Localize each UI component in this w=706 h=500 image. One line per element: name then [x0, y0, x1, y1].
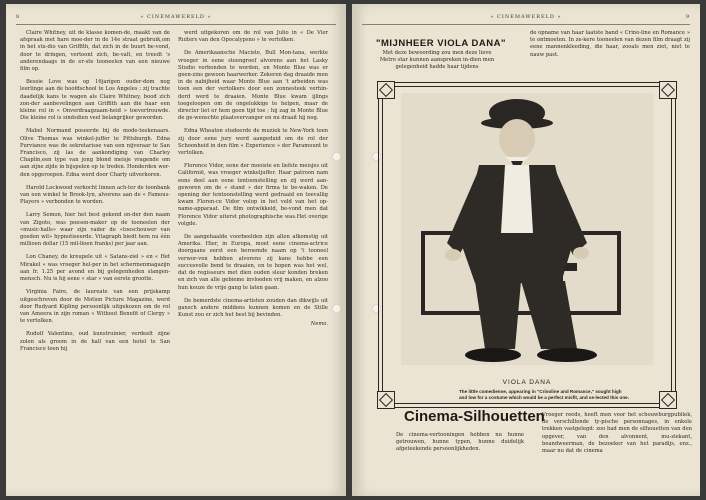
left-column-2 [178, 30, 328, 335]
paragraph: Mabel Normand poseerde bij de mode-teekenaars. Olive Thomas was winkel-juffer te Pittsburgh. Edna Purviance was de sekretarisse van een nijveraar te San Francisco, zij las de aankondiging van Charley Chaplin,een type van jong blond meisje vragende om aan zijne zijde in bijspelen op te treden. Honderden wer-den opgeroepen. Edna werd door Charly uitverkoren. [20, 128, 170, 178]
paragraph: Virginia Faire, de laureate van een prijskamp uitgeschreven door de Motion Picture Magazine, werd door Rudyard Kipling persoonlijk uitgekozen om de rol van Ameera in zijn roman « Without Benefit of Clergy » te vertolken. [20, 289, 170, 325]
paragraph: Edna Wheaton studeerde de muziek te New-York toen zij door eene jury werd aangeduid om de rol der Schoonheid in den film « Experience » der Paramount te vertolken. [178, 128, 328, 157]
photo-caption-name: VIOLA DANA [502, 379, 552, 386]
binder-hole [332, 152, 341, 161]
paragraph: De bemerdste cinema-artisten zouden dan dikwijls uit gansch andere middens kunnen komen en de Stille Kunst zou er zich het best bij bevinden. [178, 297, 328, 319]
paragraph: De Amerikaansche Maciste, Bull Mon-tana, werkte vroeger in eene steengroef alvorens aan het Lasky Studio verbonden te worden, en Monte Blue was er geen-zins gewoon haarwerker. Zekeren dag draaide men in de nabijheid waar Monte Blue aan 't arbeiden was toen een der vertolkers door een zonnesteek verhin-derd werd te draaien. Monte Blue kwam ijlings toegeloopen om de ongelukkige te helpen, maar de directer liet er hem geen tijd toe ; hij zag in Monte Blue de ge-wenschte plaatsvervanger en nu draait hij nog. [178, 50, 328, 122]
left-header-title: « CINEMAWERELD » [140, 14, 212, 20]
left-column-1 [20, 30, 170, 359]
right-page-header [362, 14, 690, 25]
paragraph: Rudolf Valentino, oud kunstruinier, verdeelt zijne zolen als groom in de hall van een hotel te San Francisco toen hij [20, 331, 170, 352]
paragraph: werd uitgekoren om de rol van Julio in « De Vier Ruiters van den Opocalypsno » te vertolken. [178, 30, 328, 44]
ornament-corner [377, 81, 395, 99]
ornament-corner [659, 391, 677, 409]
left-page [6, 4, 346, 496]
photo-frame [378, 82, 676, 408]
ornament-corner [377, 391, 395, 409]
ornament-corner [659, 81, 677, 99]
section-text-right: Vroeger reeds, heeft men voor het schouwburgpubliek, de verschillende ty-pische personnages, in enkele trekken vastgelegd: zoo had men de silhouetten van den opgever, van den alvonnent, mu-ziekant, beandweerman, de bezoeker van het paradijs, enz., maar nu dat de cinema [542, 412, 692, 455]
photo-caption: The little comedienne, appearing in "Crinoline and Romance," sought high and low for a costume which would be a perfect misfit, and se-lected this one. [459, 389, 629, 400]
signature: Nemo. [310, 321, 328, 328]
paragraph: Bessie Love was op 16jarigen ouder-dom nog leerlinge aan de hoofdschool te Los Angeles ; zij trachte daadelijk kans te wagen als Claire Whitney, bood zich zon-der aanbevelingen aan Griffith aan die haar een kleine rol in « Onverdraagzaam-heid » toevertrouwde. Die kleine rol is sindsdien veel belangrijker geworden. [20, 79, 170, 122]
paragraph: Lon Chaney, de kreupele uit « Satans-ziel » en « Het Mirakel » was vroeger hel-per in het schermenmagazijn aan fr. 1.25 per avond en bij gelegenheden slangen-mensch. Nu is hij eene « star » van eerste grootte. [20, 254, 170, 283]
paragraph: Harold Lockwood verkocht linnen ach-ter de toonbank van een winkel te Brook-lyn, alvorens aan de « Famous-Players » verbonden te worden. [20, 184, 170, 206]
viola-dana-photo [401, 93, 653, 365]
article-intro-continued: de opname van haar laatste band « Crino-line en Romance » te ontmoeten. In ze-kere tooneelen van dezen film draagt zij eene mannenkleeding, die haar, zooals men ziet, niet te nauw past. [530, 30, 690, 58]
binder-hole [332, 304, 341, 313]
left-page-header [16, 14, 336, 25]
section-title: Cinema-Silhouetten [404, 408, 545, 425]
right-page-number: 9 [685, 14, 690, 20]
left-page-number: 8 [16, 14, 21, 20]
right-page [352, 4, 700, 496]
right-header-title: « CINEMAWERELD » [490, 14, 562, 20]
paragraph: Larry Semon, hier het best gekend on-der den naam van Zigoto, was poesen-maker op de tooneelen der «music-halls» waar zijn vader de «toeschouwer van goeden wil» hypnotiseerde. Vitagraph biedt hem nu één millioen dollar (15 mil-lioen franks) per jaar aan. [20, 212, 170, 248]
paragraph: Florence Vidor, eene der mooiste en liefste meisjes uit Californië, was vroeger winkeljuffer. Haar patroon nam eens deel aan eene tentoonstelling en zij werd aan-geworen om de « stand » der firma te be-waken. De opening der tentoonstelling werd gedraaid en toevallig kwam Floren-ce Vidor volop in het veld van het op-name-apparaat. De film ontwikkeld, be-vond men dat Florence Vidor uiterst photographische was.Het overige volgde. [178, 163, 328, 227]
section-text: De cinema-vertooningen hebben nu hunne getrouwen, hunne typen, hunne duidelijk afgeteekende persoonlijkheden. [396, 432, 524, 453]
article-title: "MIJNHEER VIOLA DANA" [376, 38, 506, 49]
article-intro: Met deze bewoording zou men deze lieve Metro star kunnen aanspreken in-dien men gelegenheid hadde haar tijdens [379, 50, 495, 71]
paragraph: De aangehaalde voorbeelden zijn allen afkomstig uit Amerika. Hier, in Europa, moet eene cinema-actrice doorgaans eerst een beroemde naam op 't tooneel verwor-ven hebben alvorens zij kans hebbe een succesvolle bend te draaien, en te hopen was het wel, dat de regisseurs met dien ouden sleur konden breken en zich van alle gebieme invloeden vrij maken, en alzoo hun keuze de vrije gang te laten gaan. [178, 234, 328, 291]
paragraph: Claire Whitney, uit de klasse komen-de, maakt van de afspraak met hare moe-der in de 14e straat gebruik,om in het stu-dio van Griffith, dat zich in de buurt be-vond, door te dringen, vertoont zich, be-valt, en treedt 's anderendaags in de er-ste tooneelen van een nieuwe film op. [20, 30, 170, 73]
